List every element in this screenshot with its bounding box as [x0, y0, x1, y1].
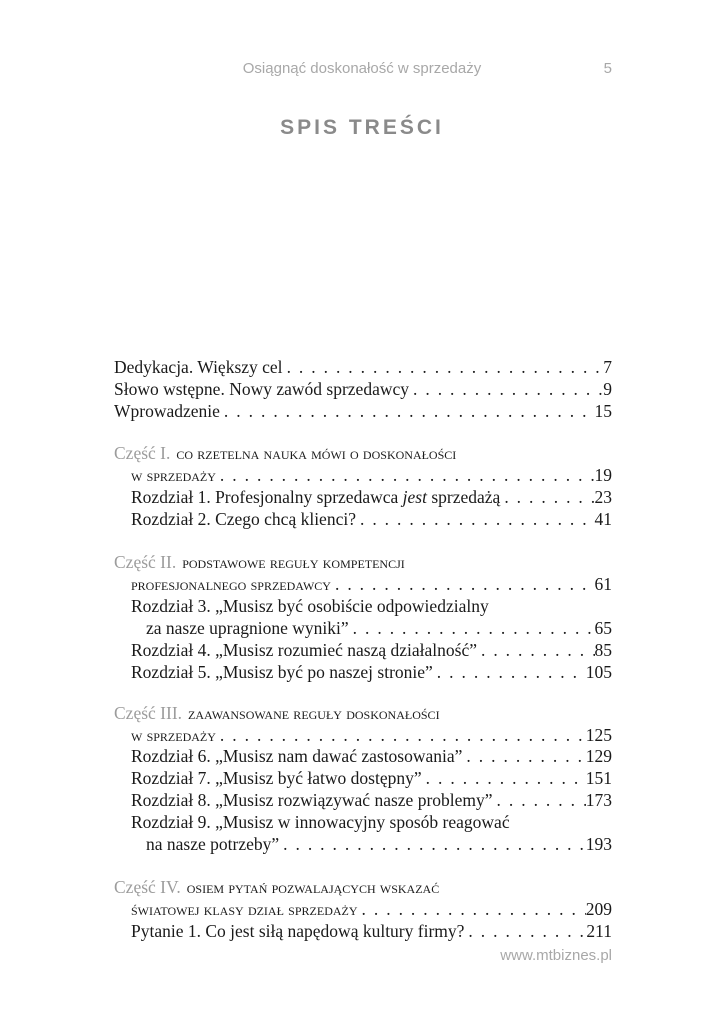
part-title: co rzetelna nauka mówi o doskonałości — [176, 444, 457, 463]
toc-entry-text: Rozdział 6. „Musisz nam dawać zastosowania” — [131, 746, 463, 766]
toc-page-number: 85 — [594, 640, 612, 660]
toc-entry-dedykacja[interactable] — [114, 357, 612, 381]
leader-dots — [493, 790, 586, 811]
toc-entry-text: Rozdział 7. „Musisz być łatwo dostępny” — [131, 768, 422, 788]
leader-dots — [279, 834, 586, 855]
part-label: Część III. — [114, 703, 183, 723]
toc-page-number: 61 — [594, 574, 612, 594]
toc-page-number: 19 — [594, 465, 612, 485]
part-title: podstawowe reguły kompetencji — [182, 553, 405, 572]
toc-entry-rozdzial-9[interactable] — [131, 812, 612, 836]
toc-part-3-heading[interactable] — [114, 703, 612, 727]
toc-entry-text: za nasze upragnione wyniki” — [146, 618, 349, 638]
leader-dots — [356, 509, 595, 530]
toc-page-number: 209 — [585, 899, 612, 919]
toc-page-number: 129 — [585, 746, 612, 766]
toc-entry-pytanie-1[interactable] — [131, 921, 612, 945]
toc-page-number: 15 — [594, 401, 612, 421]
page-number: 5 — [603, 60, 612, 77]
leader-dots — [358, 899, 586, 920]
toc-page-number: 7 — [603, 357, 612, 377]
part-title-continued: w sprzedaży — [131, 466, 216, 485]
toc-entry-text: Rozdział 4. „Musisz rozumieć naszą działalność” — [131, 640, 477, 660]
toc-page-number: 9 — [603, 379, 612, 399]
toc-entry-rozdzial-5[interactable] — [131, 662, 612, 686]
toc-entry-rozdzial-6[interactable] — [131, 746, 612, 770]
part-label: Część I. — [114, 443, 171, 463]
part-title-continued: profesjonalnego sprzedawcy — [131, 575, 331, 594]
footer-url: www.mtbiznes.pl — [500, 947, 612, 964]
toc-page-number: 193 — [585, 834, 612, 854]
leader-dots — [216, 725, 586, 746]
leader-dots — [422, 768, 586, 789]
toc-page-number: 173 — [585, 790, 612, 810]
toc-entry-text: Słowo wstępne. Nowy zawód sprzedawcy — [114, 379, 409, 399]
leader-dots — [477, 640, 595, 661]
toc-entry-rozdzial-2[interactable] — [131, 509, 612, 533]
leader-dots — [283, 357, 604, 378]
leader-dots — [216, 465, 595, 486]
part-title-continued: w sprzedaży — [131, 726, 216, 745]
toc-page-number: 105 — [585, 662, 612, 682]
toc-entry-text: Wprowadzenie — [114, 401, 220, 421]
toc-page-number: 65 — [594, 618, 612, 638]
toc-entry-text: Rozdział 8. „Musisz rozwiązywać nasze problemy” — [131, 790, 493, 810]
toc-entry-text: Dedykacja. Większy cel — [114, 357, 283, 377]
toc-part-4-entry[interactable] — [131, 899, 612, 923]
toc-entry-wprowadzenie[interactable] — [114, 401, 612, 425]
toc-page-number: 23 — [594, 487, 612, 507]
part-title: zaawansowane reguły doskonałości — [188, 704, 440, 723]
toc-entry-rozdzial-3[interactable] — [131, 596, 612, 620]
toc-page-number: 211 — [586, 921, 612, 941]
toc-part-2-heading[interactable] — [114, 552, 612, 576]
toc-entry-rozdzial-8[interactable] — [131, 790, 612, 814]
toc-entry-text: Pytanie 1. Co jest siłą napędową kultury firmy? — [131, 921, 465, 941]
leader-dots — [433, 662, 586, 683]
page-title: SPIS TREŚCI — [280, 116, 444, 139]
toc-page-number: 125 — [585, 725, 612, 745]
part-title: osiem pytań pozwalających wskazać — [186, 878, 440, 897]
leader-dots — [409, 379, 603, 400]
toc-entry-rozdzial-9-cont[interactable] — [146, 834, 612, 858]
toc-entry-text: Rozdział 9. „Musisz w innowacyjny sposób reagować — [131, 812, 510, 832]
toc-entry-slowo-wstepne[interactable] — [114, 379, 612, 403]
leader-dots — [500, 487, 594, 508]
toc-page-number: 151 — [585, 768, 612, 788]
leader-dots — [462, 746, 585, 767]
toc-entry-text: Rozdział 5. „Musisz być po naszej stronie” — [131, 662, 433, 682]
toc-part-1-heading[interactable] — [114, 443, 612, 467]
part-label: Część IV. — [114, 877, 181, 897]
toc-part-2-entry[interactable] — [131, 574, 612, 598]
toc-part-4-heading[interactable] — [114, 877, 612, 901]
toc-entry-rozdzial-3-cont[interactable] — [146, 618, 612, 642]
part-label: Część II. — [114, 552, 177, 572]
leader-dots — [331, 574, 595, 595]
toc-part-1-entry[interactable] — [131, 465, 612, 489]
toc-entry-text: na nasze potrzeby” — [146, 834, 280, 854]
leader-dots — [464, 921, 586, 942]
running-title: Osiągnąć doskonałość w sprzedaży — [242, 60, 482, 77]
toc-entry-rozdzial-1[interactable] — [131, 487, 612, 511]
toc-entry-rozdzial-4[interactable] — [131, 640, 612, 664]
toc-page-number: 41 — [594, 509, 612, 529]
toc-entry-text: Rozdział 1. Profesjonalny sprzedawca jest sprzedażą — [131, 487, 501, 507]
toc-entry-text: Rozdział 2. Czego chcą klienci? — [131, 509, 356, 529]
leader-dots — [349, 618, 595, 639]
part-title-continued: światowej klasy dział sprzedaży — [131, 900, 358, 919]
toc-entry-rozdzial-7[interactable] — [131, 768, 612, 792]
toc-entry-text: Rozdział 3. „Musisz być osobiście odpowiedzialny — [131, 596, 489, 616]
leader-dots — [220, 401, 595, 422]
